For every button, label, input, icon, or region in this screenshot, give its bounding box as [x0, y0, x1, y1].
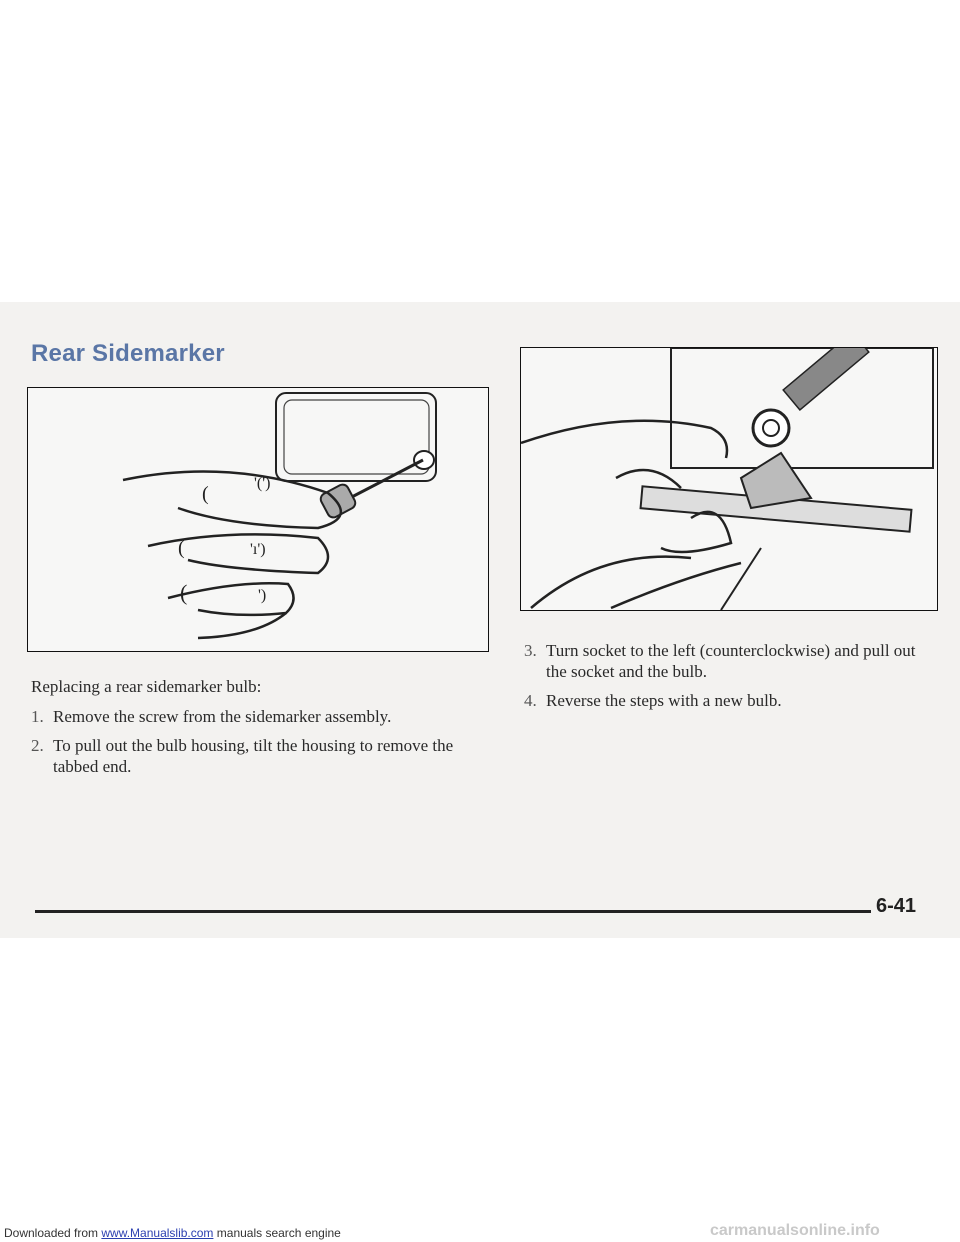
svg-text:'ı'): 'ı') — [250, 541, 266, 558]
download-footer — [4, 1226, 341, 1240]
socket-illustration — [520, 347, 938, 611]
step-number: 3. — [524, 641, 537, 660]
svg-text:(: ( — [180, 580, 188, 605]
page-number: 6-41 — [876, 895, 917, 917]
svg-text:'('): '(') — [254, 475, 271, 492]
intro-text: Replacing a rear sidemarker bulb: — [31, 677, 262, 696]
screwdriver-illustration — [27, 387, 489, 652]
footer-prefix: Downloaded from — [4, 1226, 102, 1240]
step-number: 4. — [524, 691, 537, 710]
step-item — [524, 640, 934, 682]
watermark-logo: carmanualsonline.info — [710, 1222, 880, 1239]
socket-drawing — [521, 348, 937, 610]
section-heading: Rear Sidemarker — [31, 340, 225, 367]
step-number: 1. — [31, 707, 44, 726]
svg-text:(: ( — [202, 483, 209, 505]
step-text: Reverse the steps with a new bulb. — [546, 691, 782, 710]
svg-text:(: ( — [178, 537, 185, 559]
footer-suffix: manuals search engine — [213, 1226, 341, 1240]
step-item — [31, 706, 501, 727]
step-number: 2. — [31, 736, 44, 755]
step-text: To pull out the bulb housing, tilt the housing to remove the tabbed end. — [53, 736, 454, 776]
screwdriver-drawing — [28, 388, 488, 651]
step-item — [31, 735, 501, 777]
step-item — [524, 690, 934, 711]
steps-list-right — [524, 640, 934, 719]
steps-list-left — [31, 706, 501, 785]
step-text: Turn socket to the left (counterclockwise) and pull out the socket and the bulb. — [546, 641, 916, 681]
svg-text:'): ') — [258, 587, 267, 604]
manualslib-link[interactable]: www.Manualslib.com — [101, 1226, 214, 1240]
step-text: Remove the screw from the sidemarker assembly. — [53, 707, 392, 726]
footer-rule — [35, 910, 871, 913]
manual-page — [0, 302, 960, 938]
